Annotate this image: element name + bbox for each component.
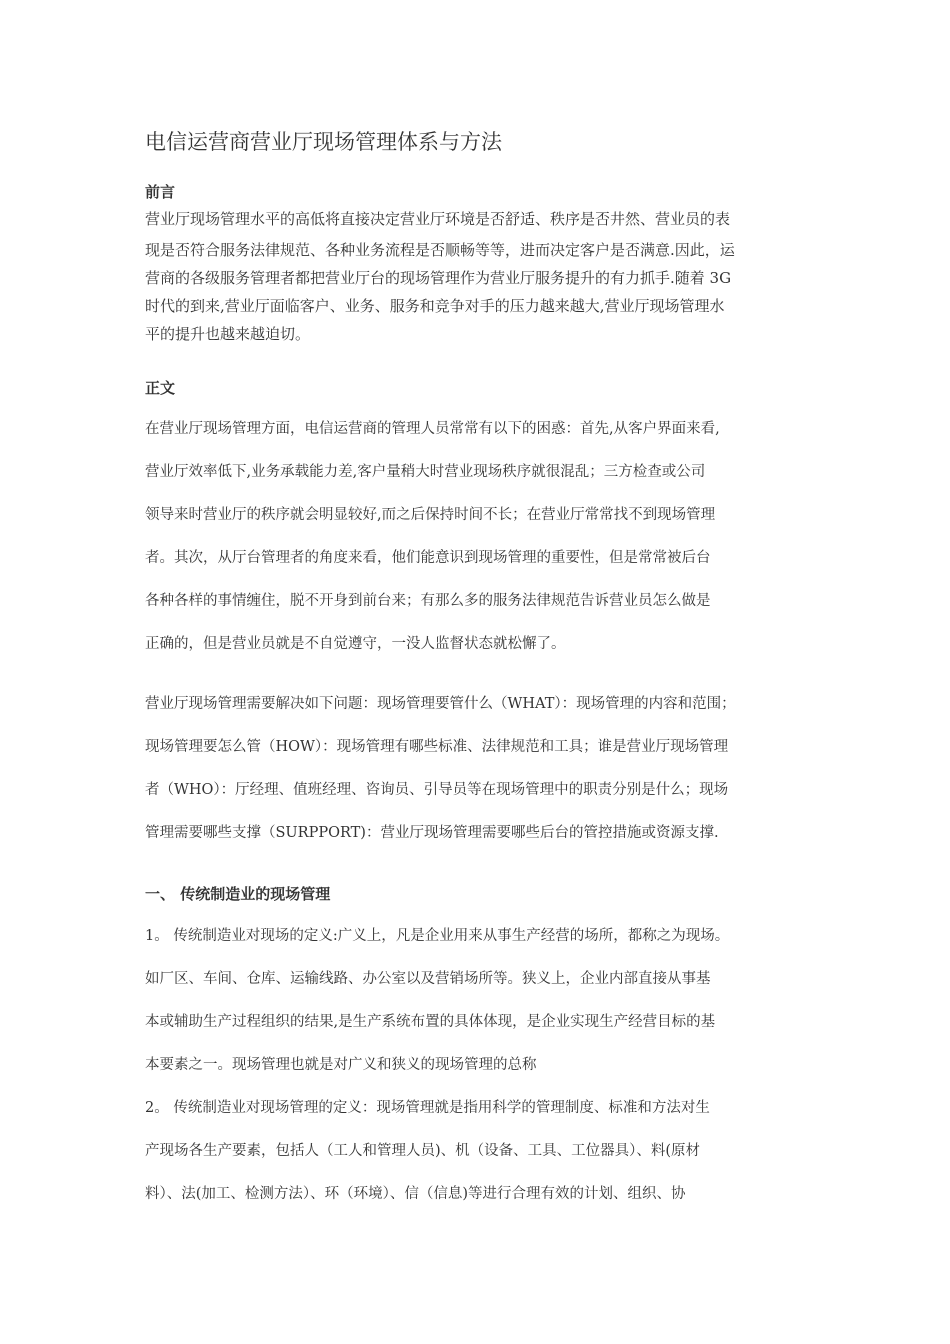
paragraph-line: 者。其次，从厅台管理者的角度来看，他们能意识到现场管理的重要性，但是常常被后台	[145, 550, 711, 566]
list-item-line: 1。 传统制造业对现场的定义:广义上，凡是企业用来从事生产经营的场所，都称之为现场。	[145, 928, 730, 944]
section-heading: 一、 传统制造业的现场管理	[145, 885, 331, 903]
preface-heading: 前言	[145, 183, 176, 201]
list-item-line: 如厂区、车间、仓库、运输线路、办公室以及营销场所等。狭义上，企业内部直接从事基	[145, 971, 711, 987]
document-title: 电信运营商营业厅现场管理体系与方法	[145, 130, 502, 154]
paragraph-line: 管理需要哪些支撑（SURPPORT)：营业厅现场管理需要哪些后台的管控措施或资源支撑.	[145, 825, 719, 841]
preface-line: 营商的各级服务管理者都把营业厅台的现场管理作为营业厅服务提升的有力抓手.随着 3G	[145, 269, 732, 287]
paragraph-line: 者（WHO）：厅经理、值班经理、咨询员、引导员等在现场管理中的职责分别是什么；现场	[145, 782, 729, 798]
body-heading: 正文	[145, 379, 176, 397]
list-item-line: 料）、法(加工、检测方法）、环（环境）、信（信息)等进行合理有效的计划、组织、协	[145, 1186, 686, 1202]
paragraph-line: 营业厅现场管理需要解决如下问题：现场管理要管什么（WHAT）：现场管理的内容和范围；	[145, 696, 736, 712]
preface-line: 平的提升也越来越迫切。	[145, 325, 311, 343]
preface-line: 现是否符合服务法律规范、各种业务流程是否顺畅等等，进而决定客户是否满意.因此，运	[145, 241, 735, 259]
paragraph-line: 现场管理要怎么管（HOW）：现场管理有哪些标准、法律规范和工具；谁是营业厅现场管理	[145, 739, 729, 755]
paragraph-line: 在营业厅现场管理方面，电信运营商的管理人员常常有以下的困惑：首先,从客户界面来看,	[145, 421, 720, 437]
preface-line: 时代的到来,营业厅面临客户、业务、服务和竞争对手的压力越来越大,营业厅现场管理水	[145, 297, 725, 315]
list-item-line: 2。 传统制造业对现场管理的定义：现场管理就是指用科学的管理制度、标准和方法对生	[145, 1100, 710, 1116]
preface-line: 营业厅现场管理水平的高低将直接决定营业厅环境是否舒适、秩序是否井然、营业员的表	[145, 210, 731, 228]
list-item-line: 本要素之一。现场管理也就是对广义和狭义的现场管理的总称	[145, 1057, 537, 1073]
list-item-line: 产现场各生产要素，包括人（工人和管理人员)、机（设备、工具、工位器具）、料(原材	[145, 1143, 701, 1159]
paragraph-line: 领导来时营业厅的秩序就会明显较好,而之后保持时间不长；在营业厅常常找不到现场管理	[145, 507, 716, 523]
paragraph-line: 各种各样的事情缠住，脱不开身到前台来；有那么多的服务法律规范告诉营业员怎么做是	[145, 593, 711, 609]
paragraph-line: 营业厅效率低下,业务承载能力差,客户量稍大时营业现场秩序就很混乱；三方检查或公司	[145, 464, 706, 480]
paragraph-line: 正确的，但是营业员就是不自觉遵守，一没人监督状态就松懈了。	[145, 636, 566, 652]
list-item-line: 本或辅助生产过程组织的结果,是生产系统布置的具体体现，是企业实现生产经营目标的基	[145, 1014, 716, 1030]
